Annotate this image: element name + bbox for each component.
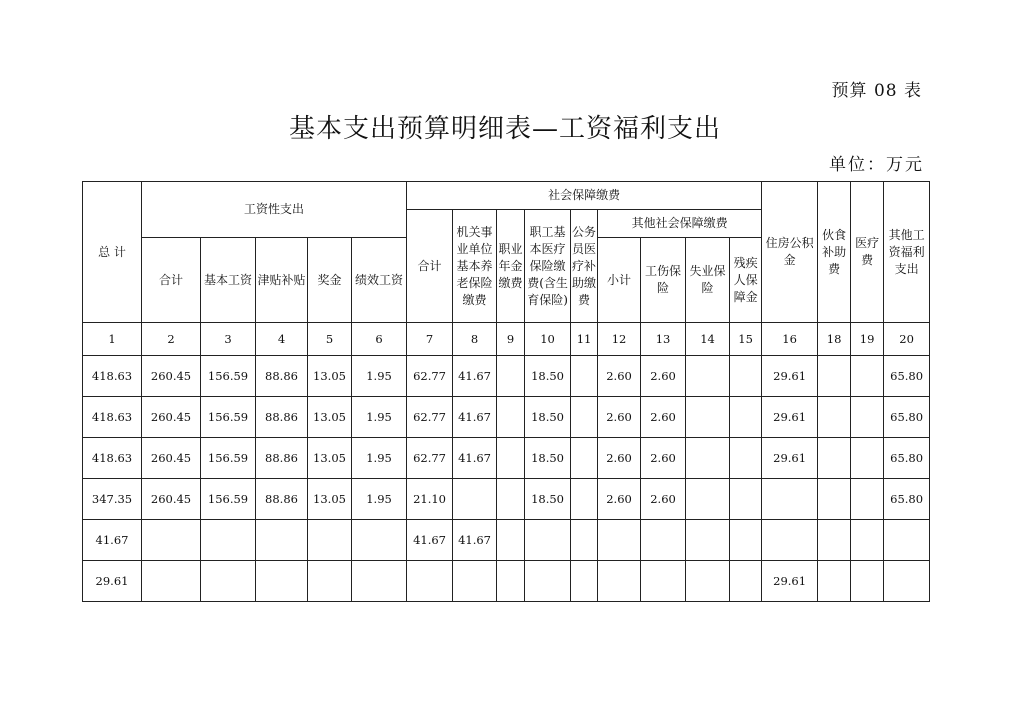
table-cell [818, 479, 851, 520]
table-cell [497, 479, 525, 520]
table-cell: 2.60 [598, 397, 641, 438]
table-cell: 18.50 [525, 438, 571, 479]
table-cell [201, 520, 256, 561]
column-index: 5 [308, 323, 352, 356]
column-index: 12 [598, 323, 641, 356]
table-cell [730, 479, 762, 520]
table-cell: 65.80 [884, 356, 930, 397]
header-bonus: 奖金 [308, 238, 352, 323]
column-index: 3 [201, 323, 256, 356]
table-cell [497, 520, 525, 561]
table-cell [256, 561, 308, 602]
table-cell: 29.61 [762, 356, 818, 397]
column-index: 4 [256, 323, 308, 356]
table-cell [598, 520, 641, 561]
header-injury: 工伤保险 [641, 238, 686, 323]
table-cell: 41.67 [453, 520, 497, 561]
table-cell: 2.60 [641, 479, 686, 520]
table-cell [201, 561, 256, 602]
table-cell: 88.86 [256, 438, 308, 479]
table-cell [851, 438, 884, 479]
table-cell [686, 356, 730, 397]
table-cell: 418.63 [83, 356, 142, 397]
table-cell [730, 397, 762, 438]
column-index: 10 [525, 323, 571, 356]
table-cell [571, 397, 598, 438]
table-cell [762, 479, 818, 520]
table-cell: 1.95 [352, 438, 407, 479]
table-cell: 18.50 [525, 356, 571, 397]
table-cell: 62.77 [407, 397, 453, 438]
table-cell: 260.45 [142, 479, 201, 520]
table-cell: 65.80 [884, 479, 930, 520]
table-cell [453, 561, 497, 602]
table-cell: 1.95 [352, 397, 407, 438]
table-cell: 156.59 [201, 397, 256, 438]
table-cell: 41.67 [83, 520, 142, 561]
header-civil-medical: 公务员医疗补助缴费 [571, 210, 598, 323]
table-row [83, 520, 930, 561]
header-medical: 职工基本医疗保险缴费(含生育保险) [525, 210, 571, 323]
table-row [83, 561, 930, 602]
table-cell: 41.67 [407, 520, 453, 561]
table-row [83, 438, 930, 479]
column-index: 8 [453, 323, 497, 356]
table-cell: 1.95 [352, 479, 407, 520]
table-cell [641, 520, 686, 561]
table-cell: 260.45 [142, 438, 201, 479]
table-cell [730, 356, 762, 397]
table-cell [352, 520, 407, 561]
table-cell [256, 520, 308, 561]
column-index: 9 [497, 323, 525, 356]
column-index: 13 [641, 323, 686, 356]
table-cell [762, 520, 818, 561]
table-cell [730, 438, 762, 479]
table-cell: 260.45 [142, 397, 201, 438]
column-index-row [83, 323, 930, 356]
table-cell: 62.77 [407, 438, 453, 479]
table-cell [142, 520, 201, 561]
header-meal: 伙食补助费 [818, 182, 851, 323]
form-number: 预算 08 表 [831, 81, 922, 101]
table-cell [686, 479, 730, 520]
table-cell [525, 561, 571, 602]
header-other-social-group: 其他社会保障缴费 [598, 210, 762, 238]
column-index: 20 [884, 323, 930, 356]
column-index: 18 [818, 323, 851, 356]
header-med-fee: 医疗费 [851, 182, 884, 323]
table-cell: 18.50 [525, 479, 571, 520]
table-cell [818, 561, 851, 602]
table-cell [497, 356, 525, 397]
table-cell: 29.61 [83, 561, 142, 602]
table-cell: 2.60 [598, 356, 641, 397]
column-index: 15 [730, 323, 762, 356]
table-cell [818, 520, 851, 561]
table-cell [851, 520, 884, 561]
table-cell [818, 356, 851, 397]
table-cell: 156.59 [201, 438, 256, 479]
header-wage-total: 合计 [142, 238, 201, 323]
table-cell: 1.95 [352, 356, 407, 397]
header-pension: 机关事业单位基本养老保险缴费 [453, 210, 497, 323]
table-cell: 41.67 [453, 438, 497, 479]
header-other-welfare: 其他工资福利支出 [884, 182, 930, 323]
table-cell: 65.80 [884, 397, 930, 438]
table-cell: 13.05 [308, 356, 352, 397]
header-allowance: 津贴补贴 [256, 238, 308, 323]
header-social-total: 合计 [407, 210, 453, 323]
table-cell [818, 438, 851, 479]
column-index: 14 [686, 323, 730, 356]
table-cell: 41.67 [453, 397, 497, 438]
header-other-subtotal: 小计 [598, 238, 641, 323]
table-cell [571, 561, 598, 602]
header-basic-wage: 基本工资 [201, 238, 256, 323]
table-cell: 347.35 [83, 479, 142, 520]
table-cell [884, 520, 930, 561]
table-cell: 156.59 [201, 479, 256, 520]
table-cell: 41.67 [453, 356, 497, 397]
header-disability: 残疾人保障金 [730, 238, 762, 323]
column-index: 1 [83, 323, 142, 356]
table-cell: 18.50 [525, 397, 571, 438]
header-wage-group: 工资性支出 [142, 182, 407, 238]
column-index: 2 [142, 323, 201, 356]
header-housing: 住房公积金 [762, 182, 818, 323]
table-cell: 13.05 [308, 397, 352, 438]
table-cell [598, 561, 641, 602]
table-cell [497, 397, 525, 438]
page-title: 基本支出预算明细表—工资福利支出 [288, 114, 721, 144]
header-unemployment: 失业保险 [686, 238, 730, 323]
table-cell: 418.63 [83, 438, 142, 479]
table-cell: 13.05 [308, 438, 352, 479]
table-cell [686, 438, 730, 479]
unit-label: 单位：万元 [829, 155, 924, 175]
table-cell [308, 561, 352, 602]
table-cell: 2.60 [598, 479, 641, 520]
budget-table [82, 181, 930, 602]
table-cell: 29.61 [762, 397, 818, 438]
header-annuity: 职业年金缴费 [497, 210, 525, 323]
table-cell [686, 397, 730, 438]
table-cell: 156.59 [201, 356, 256, 397]
table-cell [818, 397, 851, 438]
table-cell [497, 438, 525, 479]
table-cell [571, 356, 598, 397]
table-cell [571, 520, 598, 561]
table-cell: 29.61 [762, 561, 818, 602]
column-index: 16 [762, 323, 818, 356]
table-cell [686, 561, 730, 602]
table-cell: 29.61 [762, 438, 818, 479]
table-cell [851, 479, 884, 520]
table-cell [497, 561, 525, 602]
column-index: 6 [352, 323, 407, 356]
table-cell [352, 561, 407, 602]
table-cell [730, 561, 762, 602]
table-cell [641, 561, 686, 602]
table-cell [686, 520, 730, 561]
table-cell: 62.77 [407, 356, 453, 397]
table-cell: 21.10 [407, 479, 453, 520]
header-performance: 绩效工资 [352, 238, 407, 323]
table-row [83, 397, 930, 438]
table-cell: 418.63 [83, 397, 142, 438]
table-cell [142, 561, 201, 602]
table-cell [851, 561, 884, 602]
table-cell: 2.60 [641, 438, 686, 479]
table-cell: 88.86 [256, 356, 308, 397]
table-cell [884, 561, 930, 602]
table-cell [525, 520, 571, 561]
column-index: 7 [407, 323, 453, 356]
table-cell: 2.60 [641, 356, 686, 397]
table-cell [851, 397, 884, 438]
table-cell [407, 561, 453, 602]
table-row [83, 356, 930, 397]
table-cell [851, 356, 884, 397]
table-cell [571, 479, 598, 520]
header-total: 总 计 [83, 182, 142, 323]
table-cell: 65.80 [884, 438, 930, 479]
table-cell [730, 520, 762, 561]
table-cell: 260.45 [142, 356, 201, 397]
header-social-group: 社会保障缴费 [407, 182, 762, 210]
table-cell: 13.05 [308, 479, 352, 520]
table-cell [571, 438, 598, 479]
column-index: 19 [851, 323, 884, 356]
column-index: 11 [571, 323, 598, 356]
table-row [83, 479, 930, 520]
table-cell: 88.86 [256, 479, 308, 520]
table-cell: 2.60 [641, 397, 686, 438]
table-cell: 88.86 [256, 397, 308, 438]
table-cell [453, 479, 497, 520]
table-cell: 2.60 [598, 438, 641, 479]
table-cell [308, 520, 352, 561]
